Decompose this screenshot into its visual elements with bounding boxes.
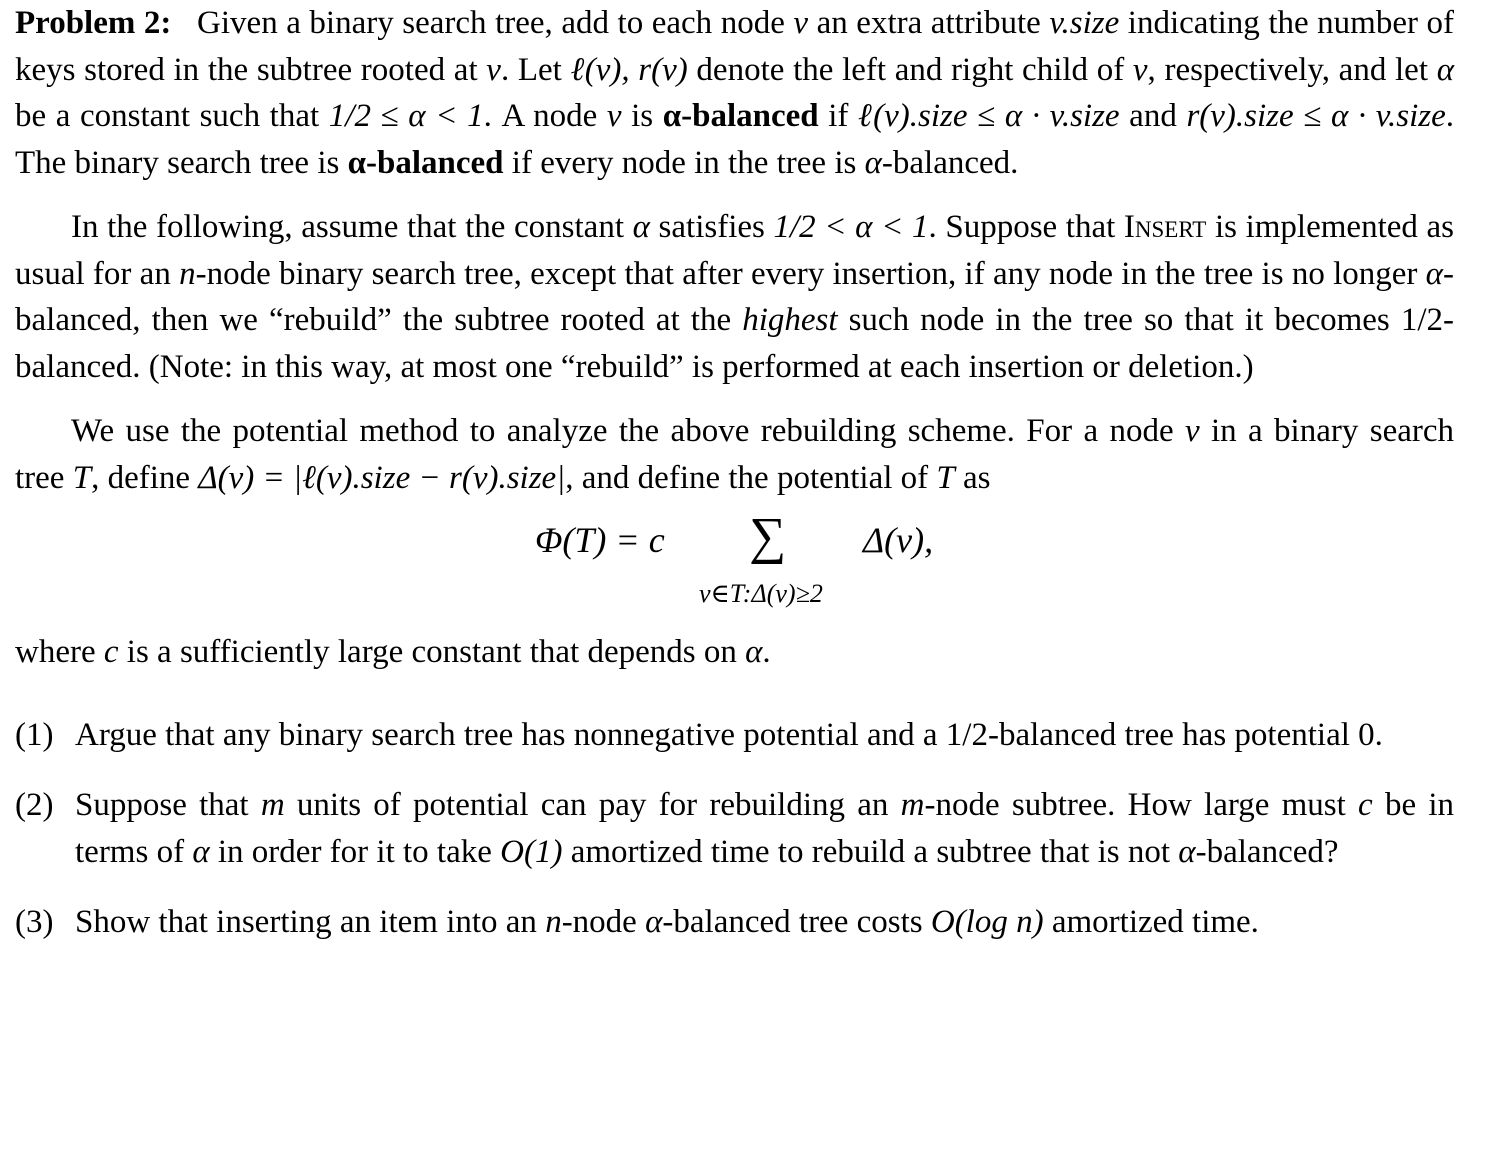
text: satisfies [649, 209, 774, 245]
text: -node [561, 904, 646, 940]
text: is [621, 98, 663, 134]
text: Argue that any binary search tree has nonnegative potential and a 1/2-balanced tree has potential 0. [75, 716, 1383, 753]
text: -node binary search tree, except that after every insertion, if any node in the tree is no longer [195, 255, 1426, 292]
text: In the following, assume that the constant [71, 209, 633, 245]
text: Suppose that [75, 787, 261, 823]
paragraph-definition [15, 0, 1454, 186]
question-item [15, 712, 1454, 759]
math-v-size: v.size [1049, 5, 1120, 41]
equation-lhs: Φ(T) = c [535, 520, 665, 560]
math-alpha: α [864, 144, 882, 181]
math-alpha: α [632, 209, 650, 245]
text: We use the potential method to analyze the above rebuilding scheme. For a node [71, 413, 1185, 449]
emphasis-highest: highest [742, 302, 838, 338]
text: . The binary search tree is [15, 98, 1454, 181]
problem-heading: Problem 2: [15, 5, 172, 41]
text: -node subtree. How large must [924, 787, 1359, 823]
math-delta-definition: Δ(v) = |ℓ(v).size − r(v).size| [198, 459, 566, 496]
text: , and define the potential of [565, 459, 937, 496]
term-alpha-balanced-tree: α-balanced [347, 144, 504, 181]
text: and [1119, 98, 1187, 134]
text: amortized time to rebuild a subtree that is not [562, 833, 1179, 870]
text: -balanced tree costs [662, 904, 931, 940]
math-alpha: α [1178, 833, 1196, 870]
paragraph-insert [15, 204, 1454, 390]
text: indicating the number of keys stored in the subtree rooted at [15, 5, 1455, 88]
math-v: v [1132, 51, 1148, 88]
math-n: n [545, 904, 562, 940]
text: be a constant such that [15, 98, 329, 134]
text: be in terms of [75, 787, 1454, 870]
text: -balanced, then we “rebuild” the subtree rooted at the [15, 255, 1454, 338]
math-condition-right: r(v).size ≤ α · v.size [1186, 98, 1446, 134]
summation-symbol: ∑ [749, 508, 787, 565]
math-n: n [179, 255, 196, 292]
math-v: v [486, 51, 501, 88]
math-T: T [936, 459, 955, 496]
text: in order for it to take [209, 833, 501, 870]
paragraph-constant [15, 629, 1454, 676]
text: , define [91, 459, 199, 496]
math-inequality: 1/2 ≤ α < 1 [328, 98, 484, 134]
math-children: ℓ(v), r(v) [570, 51, 688, 88]
question-number: (2) [15, 787, 54, 823]
question-number: (1) [15, 716, 54, 753]
text: such node in the tree so that it becomes 1/2-balanced. (Note: in this way, at most one “rebuild” is performed at each insertion or deletion.) [15, 302, 1454, 385]
math-big-o-log-n: O(log n) [930, 904, 1044, 940]
text: . Let [500, 51, 571, 88]
text: . A node [483, 98, 607, 134]
math-alpha: α [1436, 51, 1455, 88]
math-T: T [72, 459, 92, 496]
text: if every node in the tree is [503, 144, 865, 181]
question-number: (3) [15, 904, 54, 940]
question-item [15, 899, 1454, 946]
text: if [818, 98, 859, 134]
summation-subscript: v∈T:Δ(v)≥2 [699, 579, 823, 608]
math-v: v [606, 98, 622, 134]
potential-equation [15, 509, 1454, 629]
equation-rhs: Δ(v), [863, 520, 934, 560]
term-alpha-balanced: α-balanced [662, 98, 819, 134]
text: where [15, 634, 104, 670]
math-c: c [103, 634, 119, 670]
math-big-o-1: O(1) [500, 833, 563, 870]
math-alpha: α [745, 634, 763, 670]
paragraph-potential [15, 408, 1454, 501]
math-condition-left: ℓ(v).size ≤ α · v.size [858, 98, 1120, 134]
math-alpha: α [1425, 255, 1443, 292]
text: in a binary search tree [15, 413, 1454, 496]
text: Given a binary search tree, add to each node [197, 5, 794, 41]
text: . Suppose that [928, 209, 1124, 245]
text: , respectively, and let [1147, 51, 1437, 88]
text: is a sufficiently large constant that depends on [118, 634, 746, 670]
text: an extra attribute [808, 5, 1050, 41]
math-v: v [793, 5, 809, 41]
text: units of potential can pay for rebuilding an [284, 787, 901, 823]
math-m: m [260, 787, 285, 823]
text: as [954, 459, 991, 496]
text: denote the left and right child of [687, 51, 1133, 88]
text: . [762, 634, 771, 670]
math-c: c [1358, 787, 1373, 823]
text: Show that inserting an item into an [75, 904, 546, 940]
text: is implemented as usual for an [15, 209, 1454, 292]
math-alpha: α [645, 904, 663, 940]
text: -balanced? [1195, 833, 1339, 870]
insert-operation: Insert [1123, 209, 1207, 245]
text: -balanced. [881, 144, 1019, 181]
question-item [15, 782, 1454, 875]
math-inequality: 1/2 < α < 1 [773, 209, 929, 245]
math-m: m [900, 787, 925, 823]
math-alpha: α [192, 833, 210, 870]
math-v: v [1185, 413, 1200, 449]
text: amortized time. [1043, 904, 1259, 940]
